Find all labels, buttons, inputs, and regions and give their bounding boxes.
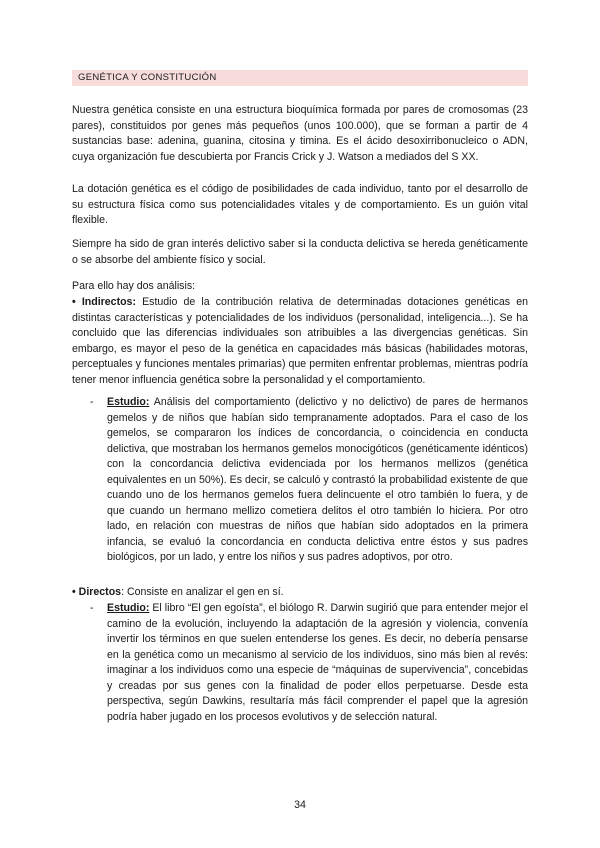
direct-analysis-item: [72, 585, 528, 601]
paragraph-two-analyses: Para ello hay dos análisis:: [72, 280, 196, 292]
direct-study-text: El libro “El gen egoísta”, el biólogo R. Darwin sugirió que para entender mejor el camino de la evolución, incluyendo la adaptación de la agresión y violencia, convenía invertir los términos en que suelen entenderse los genes. Es decir, no debería pensarse en la genética como un mecanismo al servicio de los individuos, sino más bien al revés: imaginar a los individuos como una especie de “máquinas de supervivencia”, concebidas y creadas por sus genes con la finalidad de poder ellos perpetuarse. Desde esta perspectiva, según Dawkins, resultaría más fácil comprender el papel que la agresión podría haber jugado en los procesos evolutivos y de selección natural.: [107, 602, 528, 723]
indirect-analysis-item: [72, 295, 528, 388]
indirect-description: Estudio de la contribución relativa de determinadas dotaciones genéticas en distintas características y potencialidades de los individuos (personalidad, inteligencia...). Se ha concluido que las diferencias individuales son atribuibles a las divergencias genéticas. Sin embargo, es mayor el peso de la genética en capacidades más básicas (habilidades motoras, perceptuales y funciones mentales primarias) que permiten enfrentar problemas, mientras podría tener menor influencia genética sobre la personalidad y el comportamiento.: [72, 296, 528, 386]
paragraph-genetic-structure: Nuestra genética consiste en una estructura bioquímica formada por pares de cromosomas (23 pares), constituidos por genes más pequeños (unos 100.000), que se forman a partir de 4 sustancias base: adenina, guanina, citosina y timina. Es el ácido desoxirribonucleico o ADN, cuya organización fue descubierta por Francis Crick y J. Watson a mediados del S XX.: [72, 104, 528, 163]
indirect-label: Indirectos:: [81, 296, 136, 308]
page-number: 34: [294, 799, 306, 811]
study-label: Estudio:: [107, 602, 150, 614]
direct-study-item: [90, 601, 528, 725]
dash-marker: -: [90, 396, 94, 408]
paragraph-criminal-interest: Siempre ha sido de gran interés delictivo saber si la conducta delictiva se hereda genéticamente o se absorbe del ambiente físico y social.: [72, 238, 528, 266]
bullet-marker: •: [72, 296, 76, 308]
direct-description: : Consiste en analizar el gen en sí.: [121, 586, 284, 598]
study-label: Estudio:: [107, 396, 150, 408]
paragraph-genetic-endowment: La dotación genética es el código de posibilidades de cada individuo, tanto por el desarrollo de su estructura física como sus potencialidades vitales y de comportamiento. Es un guión vital flexible.: [72, 183, 528, 226]
section-heading: GENÉTICA Y CONSTITUCIÓN: [72, 70, 528, 86]
bullet-marker: •: [72, 586, 76, 598]
indirect-study-item: [90, 395, 528, 566]
direct-label: Directos: [78, 586, 122, 598]
dash-marker: -: [90, 602, 94, 614]
indirect-study-text: Análisis del comportamiento (delictivo y no delictivo) de pares de hermanos gemelos y de niños que habían sido tempranamente adoptados. Para el caso de los gemelos, se compararon los índices de concordancia, o coincidencia en conducta delictiva, que mostraban los hermanos gemelos monocigóticos (genéticamente idénticos) con la concordancia delictiva evidenciada por los hermanos mellizos (genética equivalentes en un 50%). Es decir, se calculó y contrastó la probabilidad existente de que cuando uno de los hermanos gemelos fuera delincuente el otro también lo fuera, y de que cuando un hermano mellizo cometiera delitos el otro también lo hiciera. Por otro lado, en relación con muestras de niños que habían sido adoptados en la primera infancia, se evaluó la concordancia en conducta delictiva entre éstos y sus padres biológicos, por un lado, y entre los niños y sus padres adoptivos, por otro.: [107, 396, 528, 563]
